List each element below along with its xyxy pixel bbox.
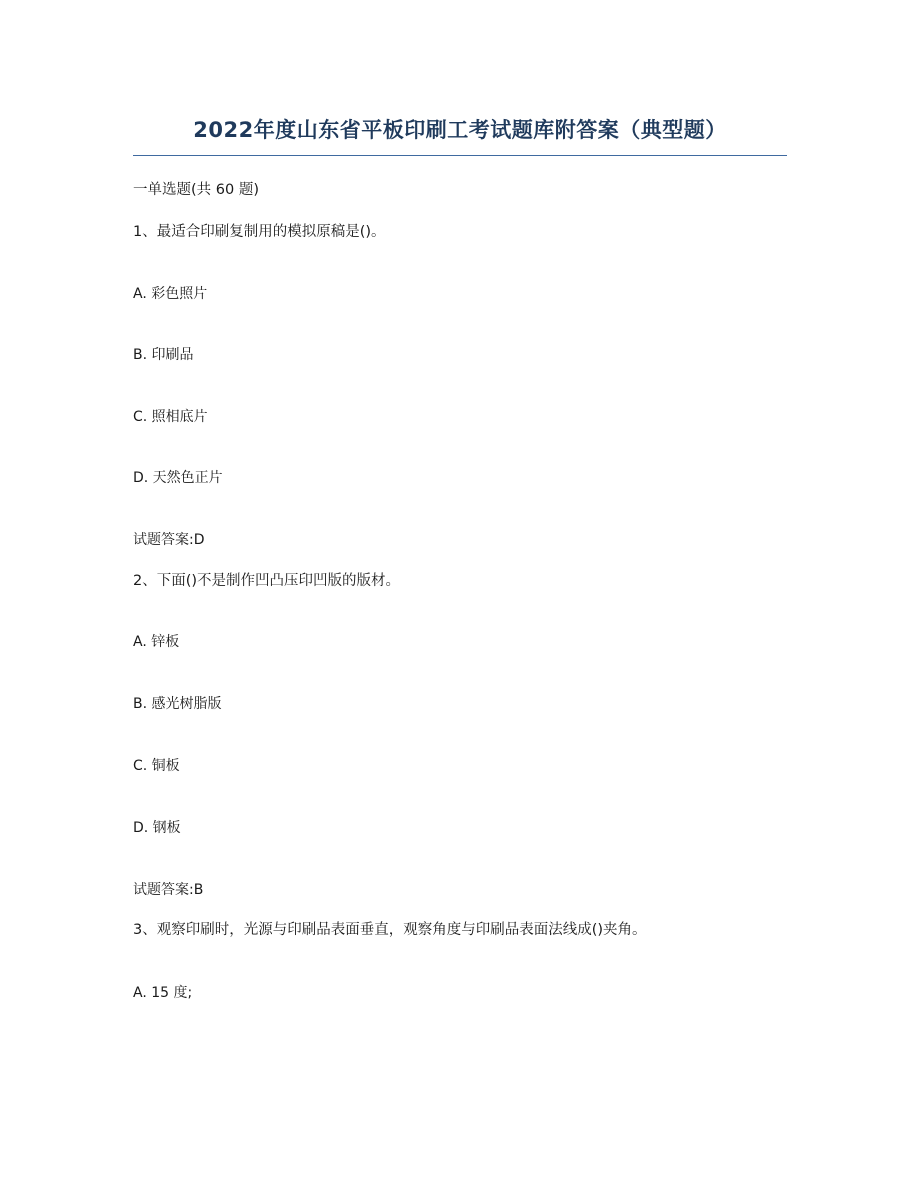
- question-1-stem: 1、最适合印刷复制用的模拟原稿是()。: [133, 224, 386, 240]
- question-2-answer: 试题答案:B: [133, 882, 204, 898]
- question-2-option-d: D. 钢板: [133, 820, 181, 836]
- question-2-option-b: B. 感光树脂版: [133, 696, 222, 712]
- question-1-answer: 试题答案:D: [133, 532, 205, 548]
- question-2-option-a: A. 锌板: [133, 634, 180, 650]
- document-title: 2022年度山东省平板印刷工考试题库附答案（典型题）: [193, 118, 727, 142]
- question-1-option-d: D. 天然色正片: [133, 470, 223, 486]
- question-2-stem: 2、下面()不是制作凹凸压印凹版的版材。: [133, 573, 401, 589]
- title-underline: [133, 155, 787, 156]
- section-heading: 一单选题(共 60 题): [133, 182, 259, 198]
- question-1-option-c: C. 照相底片: [133, 409, 208, 425]
- question-1-option-a: A. 彩色照片: [133, 286, 208, 302]
- question-3-option-a: A. 15 度;: [133, 985, 193, 1001]
- question-1-option-b: B. 印刷品: [133, 347, 194, 363]
- question-2-option-c: C. 铜板: [133, 758, 180, 774]
- question-3-stem: 3、观察印刷时，光源与印刷品表面垂直，观察角度与印刷品表面法线成()夹角。: [133, 922, 647, 938]
